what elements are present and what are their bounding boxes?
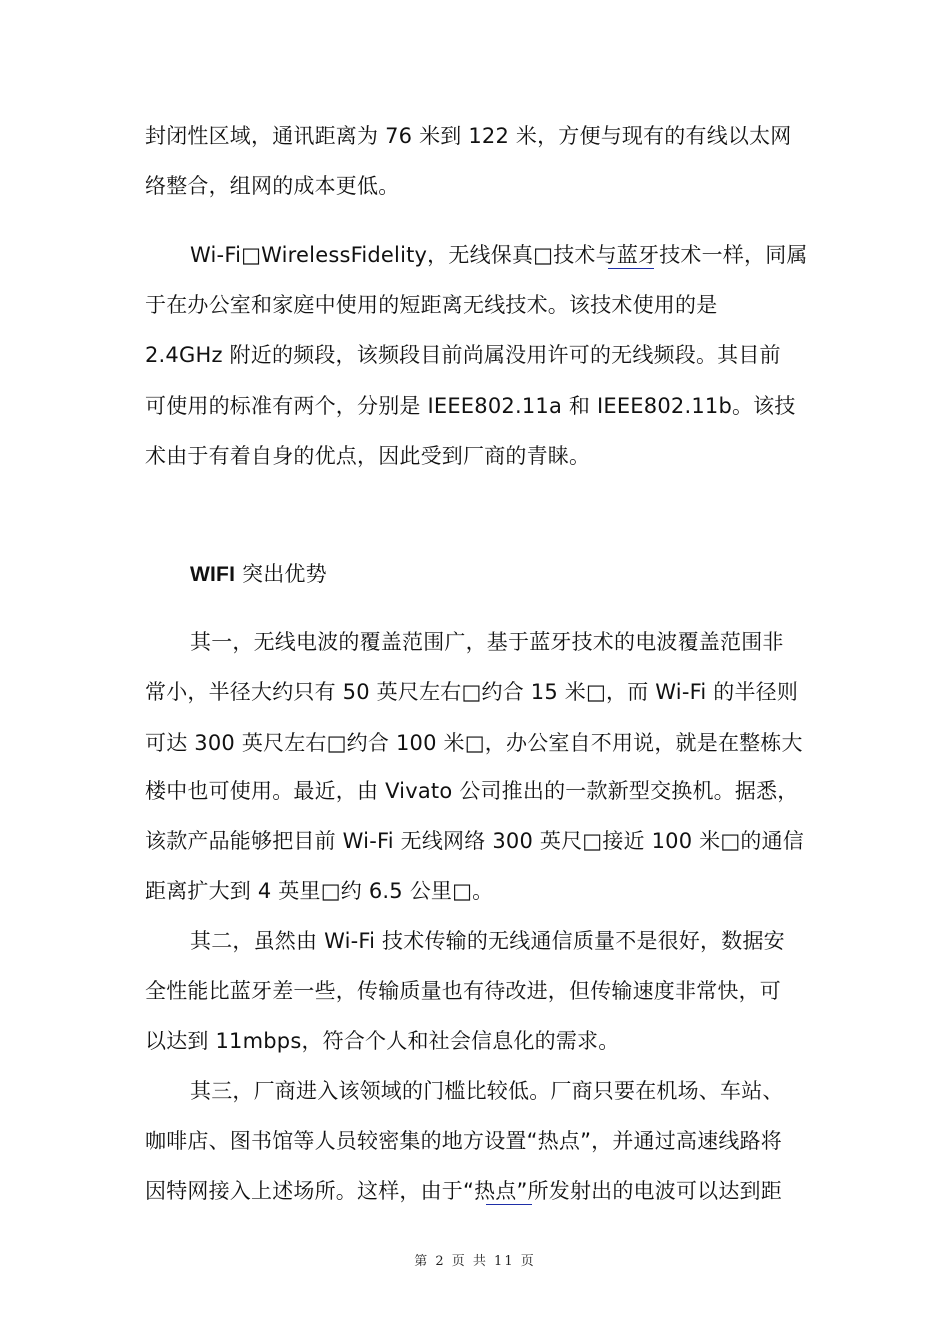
text-line: 封闭性区域，通讯距离为 76 米到 122 米，方便与现有的有线以太网 [145, 124, 792, 148]
text-line: 其二，虽然由 Wi-Fi 技术传输的无线通信质量不是很好，数据安 [190, 929, 785, 953]
text-line: 2.4GHz 附近的频段，该频段目前尚属没用许可的无线频段。其目前 [145, 343, 781, 367]
text-line: 可使用的标准有两个，分别是 IEEE802.11a 和 IEEE802.11b。该技 [145, 394, 796, 418]
heading-bold: WIFI [190, 563, 236, 586]
text-line: Wi-Fi□WirelessFidelity，无线保真□技术与蓝牙技术一样，同属 [190, 243, 808, 267]
underline-mark [608, 268, 654, 269]
text-line: 术由于有着自身的优点，因此受到厂商的青睐。 [145, 444, 591, 468]
text-line: 可达 300 英尺左右□约合 100 米□，办公室自不用说，就是在整栋大 [145, 731, 803, 755]
text-line: 其一，无线电波的覆盖范围广，基于蓝牙技术的电波覆盖范围非 [190, 630, 784, 654]
section-heading [190, 561, 327, 588]
text-line: 络整合，组网的成本更低。 [145, 174, 400, 198]
heading-rest: 突出优势 [235, 562, 327, 586]
text-line: 常小，半径大约只有 50 英尺左右□约合 15 米□，而 Wi-Fi 的半径则 [145, 680, 799, 704]
page-footer: 第 2 页 共 11 页 [414, 1254, 536, 1269]
text-line: 该款产品能够把目前 Wi-Fi 无线网络 300 英尺□接近 100 米□的通信 [145, 829, 804, 853]
text-line: 咖啡店、图书馆等人员较密集的地方设置“热点”，并通过高速线路将 [145, 1129, 782, 1153]
underline-mark [486, 1204, 532, 1205]
text-line: 楼中也可使用。最近，由 Vivato 公司推出的一款新型交换机。据悉， [145, 779, 799, 803]
text-line: 因特网接入上述场所。这样，由于“热点”所发射出的电波可以达到距 [145, 1179, 782, 1203]
text-line: 全性能比蓝牙差一些，传输质量也有待改进，但传输速度非常快，可 [145, 979, 781, 1003]
text-line: 距离扩大到 4 英里□约 6.5 公里□。 [145, 879, 494, 903]
text-line: 其三，厂商进入该领域的门槛比较低。厂商只要在机场、车站、 [190, 1079, 784, 1103]
text-line: 于在办公室和家庭中使用的短距离无线技术。该技术使用的是 [145, 293, 718, 317]
text-line: 以达到 11mbps，符合个人和社会信息化的需求。 [145, 1029, 620, 1053]
